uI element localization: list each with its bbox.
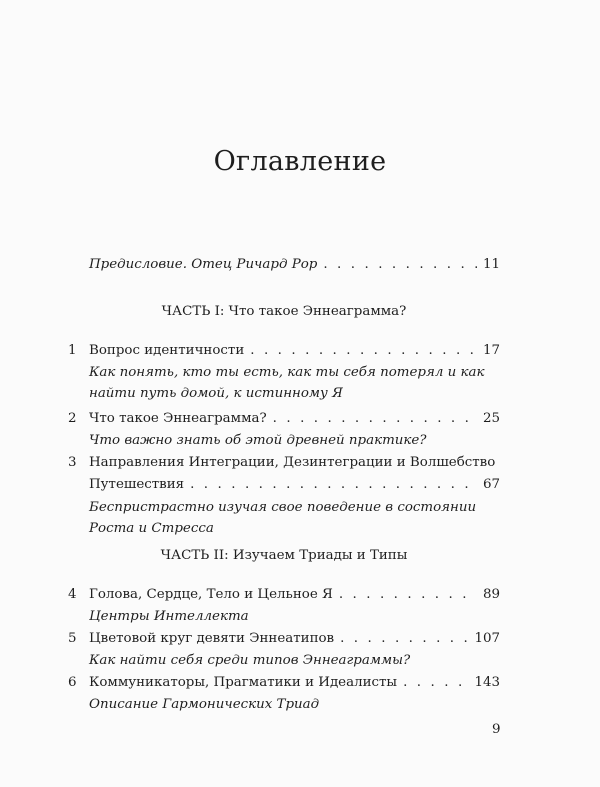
toc-entry-label: Предисловие. Отец Ричард Рор <box>89 257 318 272</box>
part-heading: ЧАСТЬ I: Что такое Эннеаграмма? <box>161 304 407 319</box>
chapter-number: 4 <box>68 587 77 602</box>
toc-page-number: 143 <box>474 675 500 690</box>
part-heading: ЧАСТЬ II: Изучаем Триады и Типы <box>160 548 408 563</box>
toc-entry-chapter-3-line1[interactable] <box>68 452 500 474</box>
page-folio: 9 <box>492 722 501 737</box>
toc-entry-label: Путешествия <box>89 477 185 492</box>
toc-entry-chapter-1[interactable] <box>68 340 500 362</box>
toc-entry-label: Направления Интеграции, Дезинтеграции и Волшебство <box>89 455 496 470</box>
chapter-subtitle-line: Роста и Стресса <box>89 521 214 536</box>
toc-entry-label: Цветовой круг девяти Эннеатипов <box>89 631 335 646</box>
chapter-number: 1 <box>68 343 77 358</box>
toc-page-number: 25 <box>482 411 500 426</box>
chapter-subtitle-line: Как найти себя среди типов Эннеаграммы? <box>89 653 411 668</box>
toc-entry-label: Вопрос идентичности <box>89 343 245 358</box>
toc-page-number: 17 <box>482 343 500 358</box>
toc-entry-label: Коммуникаторы, Прагматики и Идеалисты <box>89 675 398 690</box>
chapter-number: 3 <box>68 455 77 470</box>
chapter-subtitle-line: Описание Гармонических Триад <box>89 697 320 712</box>
toc-entry-chapter-5[interactable] <box>68 628 500 650</box>
toc-page-number: 11 <box>482 257 500 272</box>
leader-dots <box>403 672 468 694</box>
leader-dots <box>273 408 477 430</box>
chapter-subtitle-line: Как понять, кто ты есть, как ты себя потерял и как <box>89 365 485 380</box>
chapter-subtitle-line: Что важно знать об этой древней практике? <box>89 433 427 448</box>
leader-dots <box>190 474 477 496</box>
page-title: Оглавление <box>213 146 387 177</box>
toc-entry-chapter-3[interactable] <box>68 474 500 496</box>
leader-dots <box>339 584 477 606</box>
toc-entry-label: Что такое Эннеаграмма? <box>89 411 267 426</box>
chapter-subtitle-line: Беспристрастно изучая свое поведение в состоянии <box>89 500 477 515</box>
leader-dots <box>250 340 477 362</box>
chapter-subtitle-line: Центры Интеллекта <box>89 609 249 624</box>
toc-entry-label: Голова, Сердце, Тело и Цельное Я <box>89 587 333 602</box>
toc-page-number: 67 <box>482 477 500 492</box>
chapter-number: 2 <box>68 411 77 426</box>
chapter-number: 5 <box>68 631 77 646</box>
toc-entry-chapter-2[interactable] <box>68 408 500 430</box>
toc-entry-chapter-6[interactable] <box>68 672 500 694</box>
toc-entry-chapter-4[interactable] <box>68 584 500 606</box>
toc-page-number: 89 <box>482 587 500 602</box>
toc-entry-preface[interactable] <box>68 254 500 276</box>
chapter-number: 6 <box>68 675 77 690</box>
leader-dots <box>323 254 477 276</box>
chapter-subtitle-line: найти путь домой, к истинному Я <box>89 386 343 401</box>
leader-dots <box>340 628 468 650</box>
toc-page-number: 107 <box>474 631 500 646</box>
